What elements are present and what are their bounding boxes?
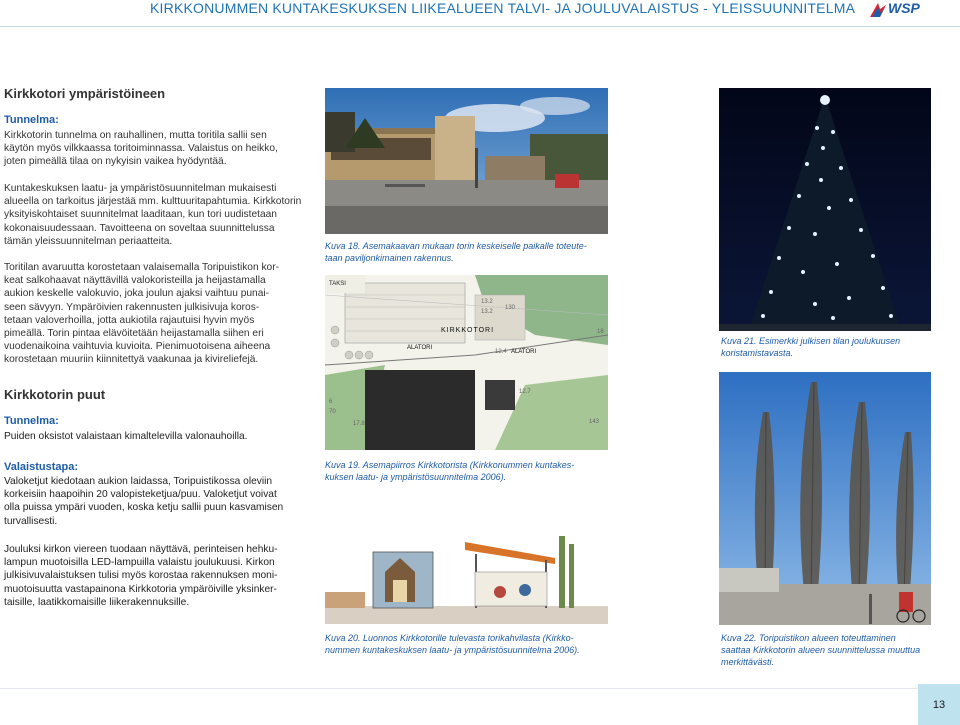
text-line: taisille, laatikkomaisille liikerakennuksille. [4,596,190,608]
caption-line: merkittävästi. [721,657,775,667]
map-elevation: 13.2 [481,309,493,315]
map-elevation: 12.7 [519,389,531,395]
caption-kuva-18 [325,240,587,264]
wsp-logo [868,1,928,19]
mood-text-2: Puiden oksistot valaistaan kimaltelevilla valonauhoilla. [4,431,248,442]
mood-paragraph [4,129,278,169]
photo-town-square [325,88,608,234]
photo-christmas-tree [719,88,931,331]
text-line: korkeisiin haapoihin 20 valopisteketjua/puu. Valoketjut voivat [4,489,277,501]
map-label-kirkkotori: KIRKKOTORI [441,327,495,334]
text-line: aukion keskelle valokuvio, joka joulun ajaksi vaihtuu punai- [4,288,270,300]
wsp-logo-icon [868,1,888,19]
text-line: alueella on tarkoitus järjestää mm. kulttuuritapahtumia. Kirkkotorin [4,196,302,208]
caption-kuva-20 [325,632,580,656]
plaza-paragraph [4,261,286,367]
text-line: Jouluksi kirkon viereen tuodaan näyttävä, perinteisen hehku- [4,544,278,555]
mood-label-2: Tunnelma: [4,415,59,427]
lighting-label: Valaistustapa: [4,461,78,473]
map-elevation: 12.4 [495,349,507,355]
cafe-sketch [325,532,608,624]
text-line: keat salkohaavat näyttävillä valokoristeilla ja heijastamalla [4,275,266,287]
document-title: KIRKKONUMMEN KUNTAKESKUKSEN LIIKEALUEEN TALVI- JA JOULUVALAISTUS - YLEISSUUNNITELMA [150,0,856,16]
map-elevation: 70 [329,409,336,415]
map-elevation: 143 [589,419,600,425]
christmas-paragraph [4,543,278,609]
text-line: turvallisesti. [4,515,58,527]
text-line: vuodenaikoina vaihtuvia kuvioita. Pienimuotoisena aiheena [4,341,271,353]
christmas-tree-image [719,88,931,331]
caption-line: saattaa Kirkkotorin alueen suunnittelussa muuttua [721,645,921,655]
text-line: olla puissa ympäri vuoden, koska ketju sallii puun kasvamisen [4,502,284,514]
header-divider [0,26,960,27]
caption-kuva-22 [721,632,920,668]
text-line: Toritilan avaruutta korostetaan valaisemalla Toripuistikon kor- [4,262,280,273]
text-line: korostetaan muuriin kiinnitettyä vaakunaa ja kivireliefejä. [4,354,259,366]
site-plan-map [325,275,608,450]
text-line: pimeällä. Torin pintaa elävöitetään heijastamalla siihen eri [4,328,264,340]
caption-line: nummen kuntakeskuksen laatu- ja ympäristösuunnitelma 2006). [325,645,580,655]
caption-kuva-21 [721,335,900,359]
text-line: joten pimeällä tilaa on nykyisin vaikea hyödyntää. [4,156,227,168]
caption-kuva-19 [325,459,574,483]
map-label-alatori-2: ALATORI [511,349,537,355]
text-line: tetaan valoverhoilla, jotta aukiotila rajautuisi hyvin myös [4,314,255,326]
caption-line: koristamistavasta. [721,348,794,358]
poplar-trees-image [719,372,931,625]
text-line: kokonaisuudessaan. Tavoitteena on soveltaa suunnittelussa [4,222,275,234]
map-elevation: 130 [505,305,516,311]
page-header [0,0,960,22]
text-line: seen sävyyn. Ympäröivien rakennusten julkisivuja koros- [4,301,260,313]
map-label-alatori-1: ALATORI [407,345,433,351]
cafe-sketch-drawing [325,532,608,624]
text-line: käytön myös vilkkaassa toritoiminnassa. Valaistus on heikko, [4,143,278,155]
mood-label: Tunnelma: [4,114,59,126]
caption-line: taan paviljonkimainen rakennus. [325,253,454,263]
text-line: Kirkkotorin tunnelma on rauhallinen, mutta toritila sallii sen [4,130,267,141]
section-title-kirkkotori: Kirkkotori ympäristöineen [4,86,166,101]
text-line: tämän yleissuunnitelman periaatteita. [4,235,173,247]
text-line: julkisivuvalaistuksen tulisi myös korostaa rakennuksen moni- [4,570,278,582]
plan-paragraph [4,182,301,248]
caption-line: Kuva 22. Toripuistikon alueen toteuttaminen [721,633,896,643]
map-elevation: 13.2 [481,299,493,305]
lighting-paragraph [4,475,283,528]
text-line: Valoketjut kiedotaan aukion laidassa, Toripuistikossa oleviin [4,476,273,487]
caption-line: Kuva 18. Asemakaavan mukaan torin keskeiselle paikalle toteute- [325,241,587,251]
text-line: muotoisuutta vastapainona Kirkkotoria ympäröiville yksinker- [4,583,277,595]
text-line: yksityiskohtaiset suunnitelmat laaditaan, kun tori uudistetaan [4,209,277,221]
map-elevation: 16 [597,329,604,335]
map-label-taksi: TAKSI [329,281,346,287]
page-number-badge [918,684,960,725]
text-line: Kuntakeskuksen laatu- ja ympäristösuunnitelman mukaisesti [4,183,277,194]
caption-line: Kuva 20. Luonnos Kirkkotorille tulevasta torikahvilasta (Kirkko- [325,633,574,643]
section-title-puut: Kirkkotorin puut [4,387,106,402]
page-number: 13 [932,699,946,711]
caption-line: Kuva 19. Asemapiirros Kirkkotorista (Kirkkonummen kuntakes- [325,460,575,470]
caption-line: Kuva 21. Esimerkki julkisen tilan joulukuusen [721,336,901,346]
photo-poplar-trees [719,372,931,625]
map-elevation: 17.8 [353,421,365,427]
text-line: lampun muotoisilla LED-lampuilla valaistu joulukuusi. Kirkon [4,557,275,569]
footer-divider [0,688,918,689]
caption-line: kuksen laatu- ja ympäristösuunnitelma 2006). [325,472,507,482]
site-plan-drawing [325,275,608,450]
photo-town-square-image [325,88,608,234]
map-elevation: 6 [329,399,333,405]
logo-text: WSP [888,0,920,16]
